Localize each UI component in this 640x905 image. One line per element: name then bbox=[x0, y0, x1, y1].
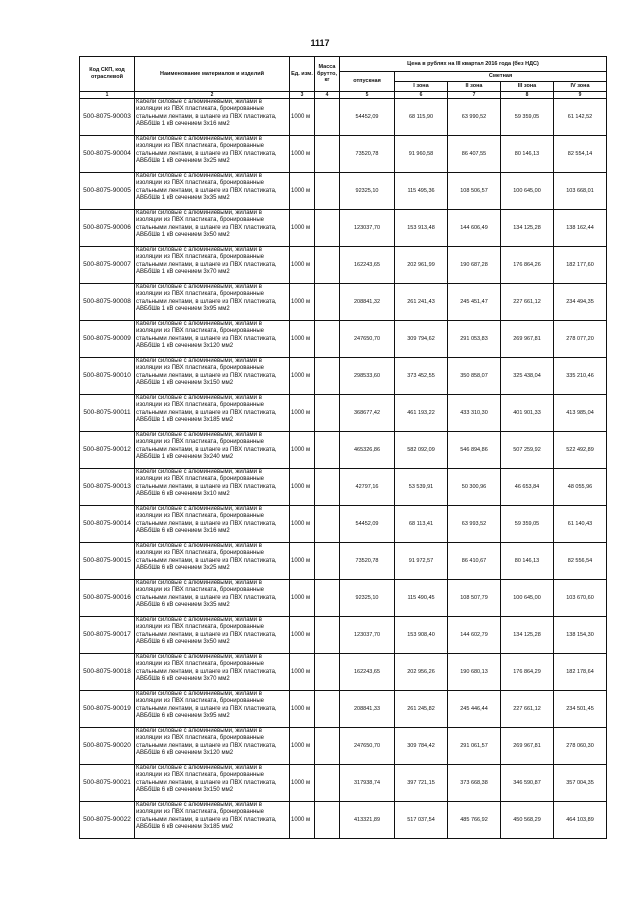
table-row bbox=[80, 506, 607, 543]
row-zone-2-price: 350 858,07 bbox=[448, 358, 501, 395]
col-number: 5 bbox=[340, 92, 395, 99]
row-mass bbox=[315, 136, 340, 173]
row-release-price: 123037,70 bbox=[340, 210, 395, 247]
row-zone-1-price: 397 721,15 bbox=[395, 765, 448, 802]
row-zone-3-price: 325 438,04 bbox=[501, 358, 554, 395]
row-zone-4-price: 103 668,01 bbox=[554, 173, 607, 210]
row-zone-2-price: 291 053,83 bbox=[448, 321, 501, 358]
row-code: 500-8075-90014 bbox=[80, 506, 135, 543]
row-code: 500-8075-90019 bbox=[80, 691, 135, 728]
row-name: Кабели силовые с алюминиевыми, жилами в изоляции из ПВХ пластиката, бронированные стальными лентами, в шланге из ПВХ пластиката, АВБбШв 1 кВ сечением 3х50 мм2 bbox=[135, 210, 290, 247]
row-zone-2-price: 190 687,28 bbox=[448, 247, 501, 284]
row-zone-1-price: 115 490,45 bbox=[395, 580, 448, 617]
row-name: Кабели силовые с алюминиевыми, жилами в изоляции из ПВХ пластиката, бронированные стальными лентами, в шланге из ПВХ пластиката, АВБбШв 1 кВ сечением 3х25 мм2 bbox=[135, 136, 290, 173]
row-zone-2-price: 373 668,38 bbox=[448, 765, 501, 802]
row-zone-4-price: 138 162,44 bbox=[554, 210, 607, 247]
row-zone-4-price: 522 492,89 bbox=[554, 432, 607, 469]
header-zone-3: III зона bbox=[501, 82, 554, 92]
row-zone-2-price: 63 990,52 bbox=[448, 99, 501, 136]
row-zone-4-price: 234 494,35 bbox=[554, 284, 607, 321]
row-release-price: 73520,78 bbox=[340, 136, 395, 173]
row-unit: 1000 м bbox=[290, 691, 315, 728]
row-zone-3-price: 507 259,92 bbox=[501, 432, 554, 469]
row-code: 500-8075-90020 bbox=[80, 728, 135, 765]
row-unit: 1000 м bbox=[290, 358, 315, 395]
row-name: Кабели силовые с алюминиевыми, жилами в изоляции из ПВХ пластиката, бронированные стальными лентами, в шланге из ПВХ пластиката, АВБбШв 1 кВ сечением 3х35 мм2 bbox=[135, 173, 290, 210]
table-row bbox=[80, 247, 607, 284]
row-mass bbox=[315, 580, 340, 617]
row-zone-2-price: 433 310,30 bbox=[448, 395, 501, 432]
row-release-price: 162243,65 bbox=[340, 247, 395, 284]
row-zone-1-price: 309 794,62 bbox=[395, 321, 448, 358]
row-unit: 1000 м bbox=[290, 543, 315, 580]
row-zone-2-price: 50 300,96 bbox=[448, 469, 501, 506]
row-release-price: 54452,09 bbox=[340, 506, 395, 543]
row-zone-2-price: 63 993,52 bbox=[448, 506, 501, 543]
row-name: Кабели силовые с алюминиевыми, жилами в изоляции из ПВХ пластиката, бронированные стальными лентами, в шланге из ПВХ пластиката, АВБбШв 1 кВ сечением 3х70 мм2 bbox=[135, 247, 290, 284]
header-release: отпускная bbox=[340, 72, 395, 92]
row-unit: 1000 м bbox=[290, 728, 315, 765]
row-zone-3-price: 450 568,29 bbox=[501, 802, 554, 839]
row-release-price: 54452,09 bbox=[340, 99, 395, 136]
row-zone-1-price: 461 193,22 bbox=[395, 395, 448, 432]
row-zone-4-price: 335 210,46 bbox=[554, 358, 607, 395]
row-mass bbox=[315, 765, 340, 802]
row-mass bbox=[315, 173, 340, 210]
table-header bbox=[80, 57, 607, 99]
row-zone-4-price: 413 985,04 bbox=[554, 395, 607, 432]
row-zone-2-price: 485 766,92 bbox=[448, 802, 501, 839]
row-zone-1-price: 68 115,90 bbox=[395, 99, 448, 136]
row-unit: 1000 м bbox=[290, 580, 315, 617]
row-zone-3-price: 227 661,12 bbox=[501, 691, 554, 728]
row-zone-3-price: 227 661,12 bbox=[501, 284, 554, 321]
row-mass bbox=[315, 210, 340, 247]
row-release-price: 92325,10 bbox=[340, 173, 395, 210]
header-zone-1: I зона bbox=[395, 82, 448, 92]
row-zone-3-price: 59 359,05 bbox=[501, 506, 554, 543]
row-zone-1-price: 309 784,42 bbox=[395, 728, 448, 765]
table-row bbox=[80, 580, 607, 617]
col-number: 7 bbox=[448, 92, 501, 99]
row-code: 500-8075-90005 bbox=[80, 173, 135, 210]
table-body bbox=[80, 99, 607, 839]
row-release-price: 413321,89 bbox=[340, 802, 395, 839]
row-unit: 1000 м bbox=[290, 802, 315, 839]
header-mass: Масса брутто, кг bbox=[315, 57, 340, 92]
row-zone-1-price: 53 539,91 bbox=[395, 469, 448, 506]
row-code: 500-8075-90007 bbox=[80, 247, 135, 284]
row-zone-4-price: 48 055,96 bbox=[554, 469, 607, 506]
row-name: Кабели силовые с алюминиевыми, жилами в изоляции из ПВХ пластиката, бронированные стальными лентами, в шланге из ПВХ пластиката, АВБбШв 6 кВ сечением 3х120 мм2 bbox=[135, 728, 290, 765]
row-mass bbox=[315, 506, 340, 543]
row-code: 500-8075-90006 bbox=[80, 210, 135, 247]
row-zone-1-price: 91 972,57 bbox=[395, 543, 448, 580]
row-release-price: 317938,74 bbox=[340, 765, 395, 802]
row-zone-1-price: 582 092,09 bbox=[395, 432, 448, 469]
row-code: 500-8075-90016 bbox=[80, 580, 135, 617]
row-zone-4-price: 278 060,30 bbox=[554, 728, 607, 765]
row-zone-4-price: 357 004,35 bbox=[554, 765, 607, 802]
table-row bbox=[80, 691, 607, 728]
row-release-price: 92325,10 bbox=[340, 580, 395, 617]
row-zone-3-price: 80 146,13 bbox=[501, 136, 554, 173]
row-code: 500-8075-90003 bbox=[80, 99, 135, 136]
row-zone-3-price: 176 864,29 bbox=[501, 654, 554, 691]
row-zone-1-price: 91 960,58 bbox=[395, 136, 448, 173]
row-zone-3-price: 269 967,81 bbox=[501, 321, 554, 358]
row-zone-2-price: 108 507,79 bbox=[448, 580, 501, 617]
row-unit: 1000 м bbox=[290, 765, 315, 802]
row-zone-3-price: 346 590,87 bbox=[501, 765, 554, 802]
row-name: Кабели силовые с алюминиевыми, жилами в изоляции из ПВХ пластиката, бронированные стальными лентами, в шланге из ПВХ пластиката, АВБбШв 6 кВ сечением 3х95 мм2 bbox=[135, 691, 290, 728]
row-mass bbox=[315, 321, 340, 358]
row-zone-4-price: 82 554,14 bbox=[554, 136, 607, 173]
column-number-row bbox=[80, 92, 607, 99]
row-zone-4-price: 61 142,52 bbox=[554, 99, 607, 136]
row-mass bbox=[315, 284, 340, 321]
table-row bbox=[80, 802, 607, 839]
row-zone-3-price: 134 125,28 bbox=[501, 210, 554, 247]
row-release-price: 247650,70 bbox=[340, 728, 395, 765]
row-unit: 1000 м bbox=[290, 99, 315, 136]
row-release-price: 208841,32 bbox=[340, 284, 395, 321]
row-code: 500-8075-90010 bbox=[80, 358, 135, 395]
table-row bbox=[80, 469, 607, 506]
row-zone-2-price: 245 446,44 bbox=[448, 691, 501, 728]
table-row bbox=[80, 99, 607, 136]
row-unit: 1000 м bbox=[290, 173, 315, 210]
row-mass bbox=[315, 617, 340, 654]
row-mass bbox=[315, 728, 340, 765]
table-row bbox=[80, 321, 607, 358]
row-zone-4-price: 61 140,43 bbox=[554, 506, 607, 543]
row-release-price: 465326,86 bbox=[340, 432, 395, 469]
row-unit: 1000 м bbox=[290, 321, 315, 358]
row-mass bbox=[315, 654, 340, 691]
table-row bbox=[80, 136, 607, 173]
row-release-price: 73520,78 bbox=[340, 543, 395, 580]
row-name: Кабели силовые с алюминиевыми, жилами в изоляции из ПВХ пластиката, бронированные стальными лентами, в шланге из ПВХ пластиката, АВБбШв 6 кВ сечением 3х16 мм2 bbox=[135, 506, 290, 543]
row-unit: 1000 м bbox=[290, 247, 315, 284]
row-zone-2-price: 144 606,49 bbox=[448, 210, 501, 247]
table-row bbox=[80, 284, 607, 321]
row-zone-2-price: 291 061,57 bbox=[448, 728, 501, 765]
row-unit: 1000 м bbox=[290, 284, 315, 321]
row-zone-2-price: 546 894,86 bbox=[448, 432, 501, 469]
table-row bbox=[80, 432, 607, 469]
row-zone-1-price: 153 913,48 bbox=[395, 210, 448, 247]
row-zone-2-price: 86 410,67 bbox=[448, 543, 501, 580]
row-zone-3-price: 100 645,00 bbox=[501, 580, 554, 617]
row-name: Кабели силовые с алюминиевыми, жилами в изоляции из ПВХ пластиката, бронированные стальными лентами, в шланге из ПВХ пластиката, АВБбШв 6 кВ сечением 3х10 мм2 bbox=[135, 469, 290, 506]
col-number: 4 bbox=[315, 92, 340, 99]
row-mass bbox=[315, 543, 340, 580]
row-code: 500-8075-90011 bbox=[80, 395, 135, 432]
row-zone-3-price: 100 645,00 bbox=[501, 173, 554, 210]
row-release-price: 123037,70 bbox=[340, 617, 395, 654]
row-zone-4-price: 182 177,60 bbox=[554, 247, 607, 284]
table-row bbox=[80, 765, 607, 802]
table-row bbox=[80, 617, 607, 654]
row-zone-3-price: 176 864,26 bbox=[501, 247, 554, 284]
row-zone-1-price: 202 956,26 bbox=[395, 654, 448, 691]
row-mass bbox=[315, 247, 340, 284]
row-zone-1-price: 261 241,43 bbox=[395, 284, 448, 321]
row-name: Кабели силовые с алюминиевыми, жилами в изоляции из ПВХ пластиката, бронированные стальными лентами, в шланге из ПВХ пластиката, АВБбШв 1 кВ сечением 3х16 мм2 bbox=[135, 99, 290, 136]
row-name: Кабели силовые с алюминиевыми, жилами в изоляции из ПВХ пластиката, бронированные стальными лентами, в шланге из ПВХ пластиката, АВБбШв 6 кВ сечением 3х185 мм2 bbox=[135, 802, 290, 839]
row-mass bbox=[315, 691, 340, 728]
row-release-price: 208841,33 bbox=[340, 691, 395, 728]
table-row bbox=[80, 358, 607, 395]
row-code: 500-8075-90022 bbox=[80, 802, 135, 839]
col-number: 1 bbox=[80, 92, 135, 99]
row-unit: 1000 м bbox=[290, 395, 315, 432]
row-zone-3-price: 59 359,05 bbox=[501, 99, 554, 136]
row-zone-2-price: 144 602,79 bbox=[448, 617, 501, 654]
row-mass bbox=[315, 395, 340, 432]
row-zone-1-price: 153 908,40 bbox=[395, 617, 448, 654]
col-number: 6 bbox=[395, 92, 448, 99]
row-zone-3-price: 46 653,84 bbox=[501, 469, 554, 506]
row-zone-4-price: 464 103,89 bbox=[554, 802, 607, 839]
header-unit: Ед. изм. bbox=[290, 57, 315, 92]
row-name: Кабели силовые с алюминиевыми, жилами в изоляции из ПВХ пластиката, бронированные стальными лентами, в шланге из ПВХ пластиката, АВБбШв 6 кВ сечением 3х35 мм2 bbox=[135, 580, 290, 617]
row-zone-1-price: 202 961,99 bbox=[395, 247, 448, 284]
row-code: 500-8075-90009 bbox=[80, 321, 135, 358]
row-name: Кабели силовые с алюминиевыми, жилами в изоляции из ПВХ пластиката, бронированные стальными лентами, в шланге из ПВХ пластиката, АВБбШв 1 кВ сечением 3х185 мм2 bbox=[135, 395, 290, 432]
row-code: 500-8075-90012 bbox=[80, 432, 135, 469]
row-zone-3-price: 134 125,28 bbox=[501, 617, 554, 654]
row-zone-4-price: 278 077,20 bbox=[554, 321, 607, 358]
row-zone-4-price: 138 154,30 bbox=[554, 617, 607, 654]
row-zone-1-price: 373 452,55 bbox=[395, 358, 448, 395]
header-name: Наименование материалов и изделий bbox=[135, 57, 290, 92]
row-zone-1-price: 517 037,54 bbox=[395, 802, 448, 839]
header-zone-4: IV зона bbox=[554, 82, 607, 92]
col-number: 9 bbox=[554, 92, 607, 99]
row-name: Кабели силовые с алюминиевыми, жилами в изоляции из ПВХ пластиката, бронированные стальными лентами, в шланге из ПВХ пластиката, АВБбШв 1 кВ сечением 3х240 мм2 bbox=[135, 432, 290, 469]
row-name: Кабели силовые с алюминиевыми, жилами в изоляции из ПВХ пластиката, бронированные стальными лентами, в шланге из ПВХ пластиката, АВБбШв 6 кВ сечением 3х150 мм2 bbox=[135, 765, 290, 802]
row-zone-2-price: 190 680,13 bbox=[448, 654, 501, 691]
table-row bbox=[80, 543, 607, 580]
row-zone-3-price: 269 967,81 bbox=[501, 728, 554, 765]
table-row bbox=[80, 728, 607, 765]
row-unit: 1000 м bbox=[290, 136, 315, 173]
row-mass bbox=[315, 99, 340, 136]
header-zone-2: II зона bbox=[448, 82, 501, 92]
row-release-price: 298533,60 bbox=[340, 358, 395, 395]
row-mass bbox=[315, 358, 340, 395]
row-release-price: 247650,70 bbox=[340, 321, 395, 358]
row-code: 500-8075-90004 bbox=[80, 136, 135, 173]
row-release-price: 162243,65 bbox=[340, 654, 395, 691]
row-name: Кабели силовые с алюминиевыми, жилами в изоляции из ПВХ пластиката, бронированные стальными лентами, в шланге из ПВХ пластиката, АВБбШв 1 кВ сечением 3х120 мм2 bbox=[135, 321, 290, 358]
row-zone-4-price: 103 670,60 bbox=[554, 580, 607, 617]
row-code: 500-8075-90017 bbox=[80, 617, 135, 654]
col-number: 3 bbox=[290, 92, 315, 99]
row-unit: 1000 м bbox=[290, 432, 315, 469]
row-code: 500-8075-90021 bbox=[80, 765, 135, 802]
row-name: Кабели силовые с алюминиевыми, жилами в изоляции из ПВХ пластиката, бронированные стальными лентами, в шланге из ПВХ пластиката, АВБбШв 1 кВ сечением 3х150 мм2 bbox=[135, 358, 290, 395]
row-zone-1-price: 261 245,82 bbox=[395, 691, 448, 728]
row-zone-2-price: 108 506,57 bbox=[448, 173, 501, 210]
row-unit: 1000 м bbox=[290, 617, 315, 654]
row-zone-2-price: 245 451,47 bbox=[448, 284, 501, 321]
row-zone-2-price: 86 407,55 bbox=[448, 136, 501, 173]
row-unit: 1000 м bbox=[290, 469, 315, 506]
row-mass bbox=[315, 469, 340, 506]
row-unit: 1000 м bbox=[290, 210, 315, 247]
row-zone-4-price: 234 501,45 bbox=[554, 691, 607, 728]
row-zone-3-price: 401 901,33 bbox=[501, 395, 554, 432]
row-code: 500-8075-90015 bbox=[80, 543, 135, 580]
row-zone-3-price: 80 146,13 bbox=[501, 543, 554, 580]
row-release-price: 42797,16 bbox=[340, 469, 395, 506]
row-name: Кабели силовые с алюминиевыми, жилами в изоляции из ПВХ пластиката, бронированные стальными лентами, в шланге из ПВХ пластиката, АВБбШв 6 кВ сечением 3х25 мм2 bbox=[135, 543, 290, 580]
page-number: 1117 bbox=[310, 38, 330, 48]
row-name: Кабели силовые с алюминиевыми, жилами в изоляции из ПВХ пластиката, бронированные стальными лентами, в шланге из ПВХ пластиката, АВБбШв 1 кВ сечением 3х95 мм2 bbox=[135, 284, 290, 321]
table-row bbox=[80, 395, 607, 432]
row-zone-4-price: 82 556,54 bbox=[554, 543, 607, 580]
row-code: 500-8075-90013 bbox=[80, 469, 135, 506]
table-row bbox=[80, 173, 607, 210]
row-unit: 1000 м bbox=[290, 654, 315, 691]
col-number: 2 bbox=[135, 92, 290, 99]
row-zone-1-price: 115 495,36 bbox=[395, 173, 448, 210]
row-unit: 1000 м bbox=[290, 506, 315, 543]
table-row bbox=[80, 654, 607, 691]
row-zone-4-price: 182 178,64 bbox=[554, 654, 607, 691]
col-number: 8 bbox=[501, 92, 554, 99]
row-code: 500-8075-90008 bbox=[80, 284, 135, 321]
row-mass bbox=[315, 802, 340, 839]
row-name: Кабели силовые с алюминиевыми, жилами в изоляции из ПВХ пластиката, бронированные стальными лентами, в шланге из ПВХ пластиката, АВБбШв 6 кВ сечением 3х70 мм2 bbox=[135, 654, 290, 691]
price-table bbox=[79, 56, 607, 839]
header-price-group: Цена в рублях на III квартал 2016 года (без НДС) bbox=[340, 57, 607, 72]
table-row bbox=[80, 210, 607, 247]
header-code: Код СКП, код отраслевой bbox=[80, 57, 135, 92]
row-zone-1-price: 68 113,41 bbox=[395, 506, 448, 543]
row-name: Кабели силовые с алюминиевыми, жилами в изоляции из ПВХ пластиката, бронированные стальными лентами, в шланге из ПВХ пластиката, АВБбШв 6 кВ сечением 3х50 мм2 bbox=[135, 617, 290, 654]
row-code: 500-8075-90018 bbox=[80, 654, 135, 691]
header-estimate: Сметная bbox=[395, 72, 607, 82]
row-mass bbox=[315, 432, 340, 469]
row-release-price: 368677,42 bbox=[340, 395, 395, 432]
